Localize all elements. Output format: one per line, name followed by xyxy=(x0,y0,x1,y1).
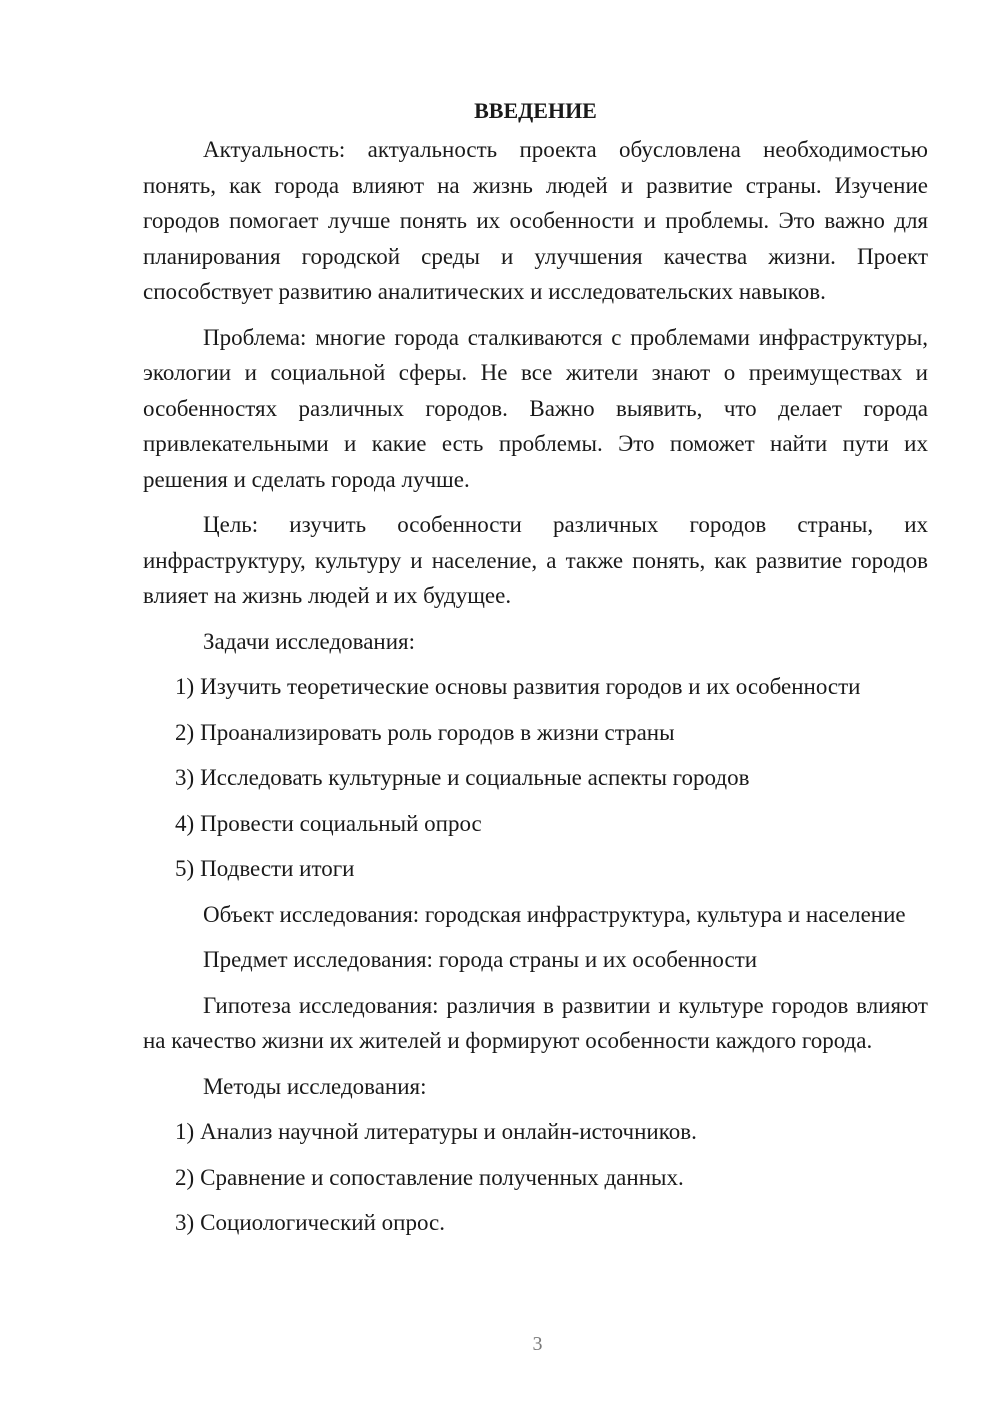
list-item xyxy=(143,851,928,887)
list-item-number: 3) xyxy=(175,1210,195,1235)
list-item-text: Проанализировать роль городов в жизни страны xyxy=(200,719,675,745)
goal-paragraph: Цель: изучить особенности различных городов страны, их инфраструктуру, культуру и население, а также понять, как развитие городов влияет на жизнь людей и их будущее. xyxy=(143,512,928,608)
methods-list xyxy=(143,1114,928,1241)
list-item-number: 3) xyxy=(175,765,195,790)
problem-paragraph: Проблема: многие города сталкиваются с проблемами инфраструктуры, экологии и социальной сферы. Не все жители знают о преимуществах и особенностях различных городов. Важно выявить, что делает города привлекательными и какие есть проблемы. Это поможет найти пути их решения и сделать города лучше. xyxy=(143,324,928,492)
list-item-text: Исследовать культурные и социальные аспекты городов xyxy=(200,765,750,790)
list-item-number: 2) xyxy=(175,719,195,745)
subject-paragraph: Предмет исследования: города страны и их особенности xyxy=(203,947,758,972)
list-item-number: 1) xyxy=(175,674,195,699)
list-item-number: 5) xyxy=(175,856,195,881)
list-item-text: Провести социальный опрос xyxy=(200,810,482,836)
object-paragraph: Объект исследования: городская инфраструктура, культура и население xyxy=(203,901,906,927)
list-item xyxy=(143,760,928,796)
section-heading: ВВЕДЕНИЕ xyxy=(474,98,597,123)
tasks-heading: Задачи исследования: xyxy=(203,628,416,654)
list-item-number: 1) xyxy=(175,1119,195,1144)
page-content xyxy=(143,96,928,1251)
list-item-text: Подвести итоги xyxy=(200,856,355,881)
list-item-text: Социологический опрос. xyxy=(200,1210,445,1235)
list-item xyxy=(143,1160,928,1196)
list-item xyxy=(143,1205,928,1241)
relevance-paragraph: Актуальность: актуальность проекта обусловлена необходимостью понять, как города влияют на жизнь людей и развитие страны. Изучение городов помогает лучше понять их особенности и проблемы. Это важно для планирования городской среды и улучшения качества жизни. Проект способствует развитию аналитических и исследовательских навыков. xyxy=(143,137,928,304)
list-item-text: Анализ научной литературы и онлайн-источников. xyxy=(200,1119,697,1144)
list-item-number: 2) xyxy=(175,1164,195,1190)
tasks-list xyxy=(143,669,928,887)
list-item xyxy=(143,715,928,751)
list-item-number: 4) xyxy=(175,810,195,836)
methods-heading: Методы исследования: xyxy=(203,1073,427,1099)
list-item xyxy=(143,669,928,705)
list-item-text: Сравнение и сопоставление полученных данных. xyxy=(200,1164,684,1190)
list-item-text: Изучить теоретические основы развития городов и их особенности xyxy=(200,674,861,699)
hypothesis-paragraph: Гипотеза исследования: различия в развитии и культуре городов влияют на качество жизни их жителей и формируют особенности каждого города. xyxy=(143,992,928,1053)
list-item xyxy=(143,1114,928,1150)
list-item xyxy=(143,806,928,842)
page-number: 3 xyxy=(532,1333,543,1355)
